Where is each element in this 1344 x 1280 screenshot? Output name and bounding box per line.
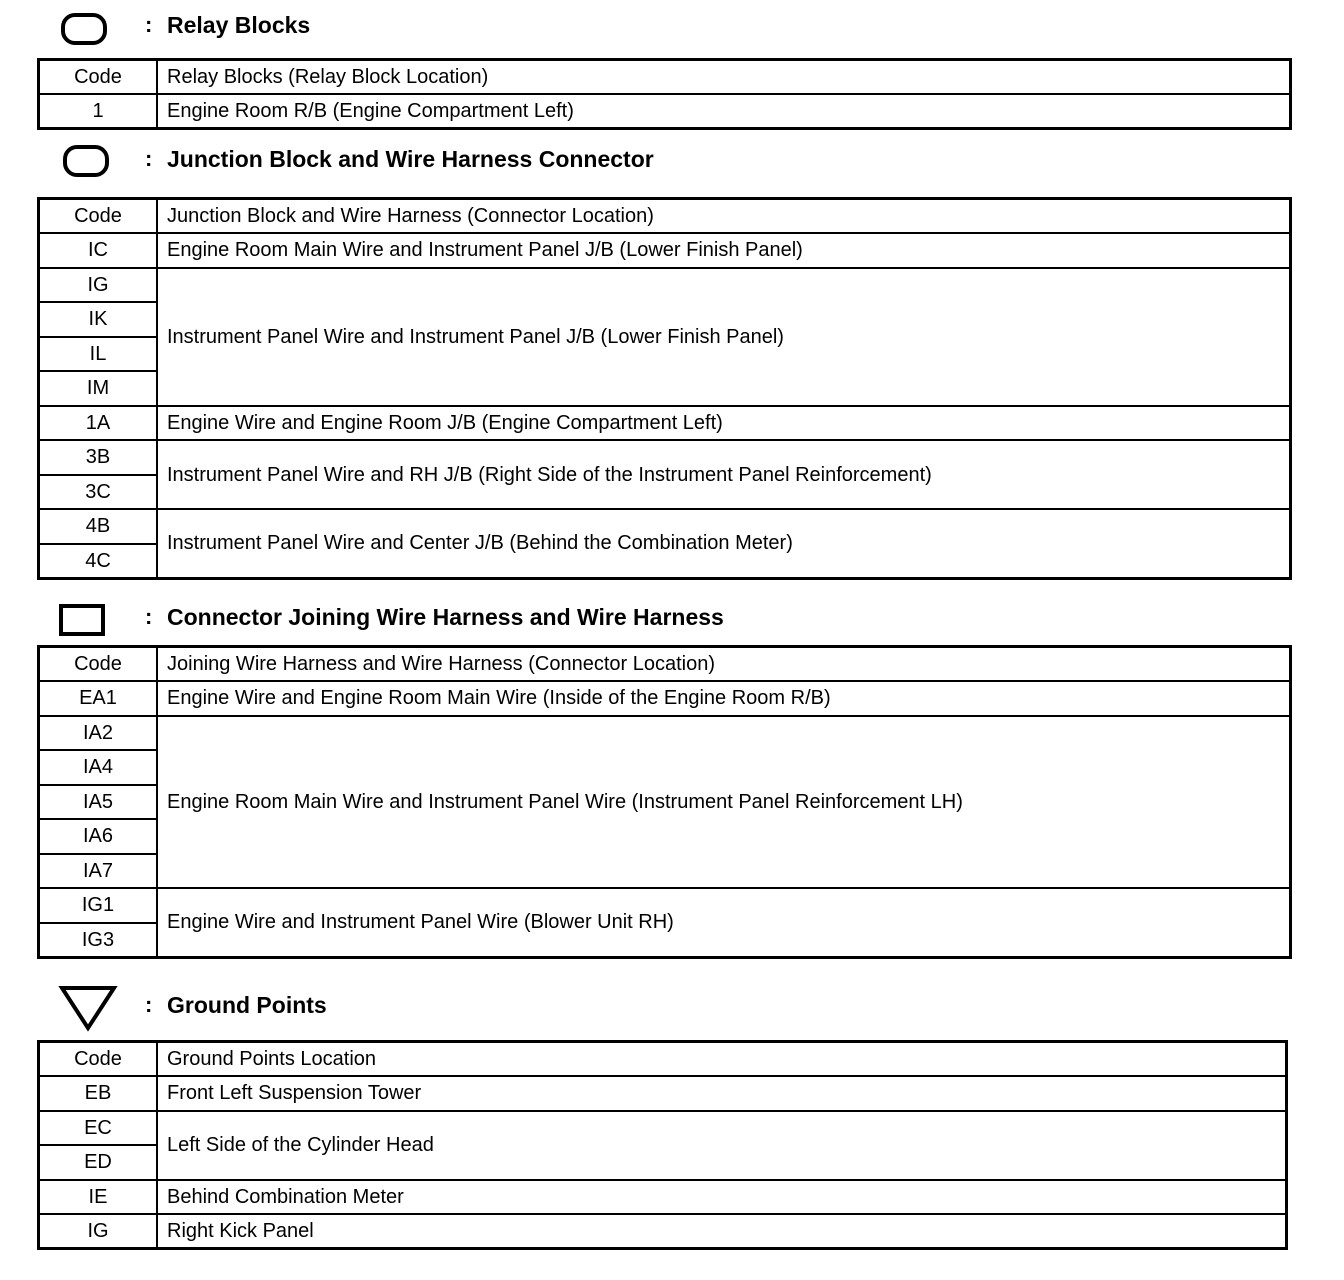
code-cell: IA4 xyxy=(39,750,158,785)
code-cell: 4C xyxy=(39,544,158,579)
table-header-row xyxy=(39,647,1291,682)
code-cell: 4B xyxy=(39,509,158,544)
code-cell: EB xyxy=(39,1076,158,1111)
table-row xyxy=(39,888,1291,923)
relay-block-symbol-icon xyxy=(60,12,110,46)
legend-table xyxy=(37,1040,1288,1250)
table-row xyxy=(39,681,1291,716)
location-cell: Instrument Panel Wire and Instrument Panel J/B (Lower Finish Panel) xyxy=(157,268,1291,406)
code-cell: IC xyxy=(39,233,158,268)
code-cell: 1 xyxy=(39,94,158,129)
location-cell: Engine Room Main Wire and Instrument Panel J/B (Lower Finish Panel) xyxy=(157,233,1291,268)
code-cell: EA1 xyxy=(39,681,158,716)
code-cell: IG xyxy=(39,1214,158,1249)
column-header-location: Junction Block and Wire Harness (Connector Location) xyxy=(157,199,1291,234)
table-row xyxy=(39,1214,1287,1249)
column-header-location: Ground Points Location xyxy=(157,1042,1287,1077)
table-row xyxy=(39,406,1291,441)
code-cell: IK xyxy=(39,302,158,337)
location-cell: Engine Wire and Instrument Panel Wire (Blower Unit RH) xyxy=(157,888,1291,957)
section-colon: : xyxy=(145,146,153,171)
section-colon: : xyxy=(145,12,153,37)
location-cell: Engine Wire and Engine Room J/B (Engine Compartment Left) xyxy=(157,406,1291,441)
table-row xyxy=(39,94,1291,129)
table-row xyxy=(39,1076,1287,1111)
code-cell: IG1 xyxy=(39,888,158,923)
section-title: Connector Joining Wire Harness and Wire Harness xyxy=(167,604,724,630)
legend-table xyxy=(37,58,1292,130)
legend-table xyxy=(37,197,1292,580)
table-row xyxy=(39,1180,1287,1215)
section-title: Junction Block and Wire Harness Connector xyxy=(167,146,654,172)
column-header-code: Code xyxy=(39,199,158,234)
code-cell: IA7 xyxy=(39,854,158,889)
table-header-row xyxy=(39,1042,1287,1077)
code-cell: IA5 xyxy=(39,785,158,820)
table-row xyxy=(39,268,1291,303)
code-cell: IM xyxy=(39,371,158,406)
code-cell: IE xyxy=(39,1180,158,1215)
code-cell: 3B xyxy=(39,440,158,475)
code-cell: 1A xyxy=(39,406,158,441)
table-header-row xyxy=(39,199,1291,234)
location-cell: Front Left Suspension Tower xyxy=(157,1076,1287,1111)
column-header-code: Code xyxy=(39,647,158,682)
table-row xyxy=(39,440,1291,475)
column-header-code: Code xyxy=(39,1042,158,1077)
connector-symbol-icon xyxy=(58,602,108,638)
column-header-location: Relay Blocks (Relay Block Location) xyxy=(157,60,1291,95)
table-header-row xyxy=(39,60,1291,95)
location-cell: Engine Room Main Wire and Instrument Panel Wire (Instrument Panel Reinforcement LH) xyxy=(157,716,1291,889)
table-row xyxy=(39,716,1291,751)
location-cell: Engine Room R/B (Engine Compartment Left) xyxy=(157,94,1291,129)
junction-block-symbol-icon xyxy=(62,144,112,178)
location-cell: Engine Wire and Engine Room Main Wire (Inside of the Engine Room R/B) xyxy=(157,681,1291,716)
location-cell: Left Side of the Cylinder Head xyxy=(157,1111,1287,1180)
section-ground-points-heading xyxy=(0,984,1344,1034)
location-cell: Behind Combination Meter xyxy=(157,1180,1287,1215)
section-junction-block-heading xyxy=(0,142,1344,182)
section-connector-joining-heading xyxy=(0,600,1344,640)
code-cell: EC xyxy=(39,1111,158,1146)
legend-table xyxy=(37,645,1292,959)
code-cell: IA6 xyxy=(39,819,158,854)
section-colon: : xyxy=(145,992,153,1017)
column-header-code: Code xyxy=(39,60,158,95)
code-cell: ED xyxy=(39,1145,158,1180)
code-cell: 3C xyxy=(39,475,158,510)
location-cell: Instrument Panel Wire and RH J/B (Right Side of the Instrument Panel Reinforcement) xyxy=(157,440,1291,509)
ground-point-triangle-icon xyxy=(58,984,120,1034)
section-title: Relay Blocks xyxy=(167,12,311,38)
code-cell: IG3 xyxy=(39,923,158,958)
table-row xyxy=(39,1111,1287,1146)
section-colon: : xyxy=(145,604,153,629)
location-cell: Right Kick Panel xyxy=(157,1214,1287,1249)
section-relay-blocks-heading xyxy=(0,8,1344,48)
table-row xyxy=(39,233,1291,268)
section-title: Ground Points xyxy=(167,992,327,1018)
code-cell: IA2 xyxy=(39,716,158,751)
code-cell: IL xyxy=(39,337,158,372)
location-cell: Instrument Panel Wire and Center J/B (Behind the Combination Meter) xyxy=(157,509,1291,578)
code-cell: IG xyxy=(39,268,158,303)
column-header-location: Joining Wire Harness and Wire Harness (Connector Location) xyxy=(157,647,1291,682)
table-row xyxy=(39,509,1291,544)
